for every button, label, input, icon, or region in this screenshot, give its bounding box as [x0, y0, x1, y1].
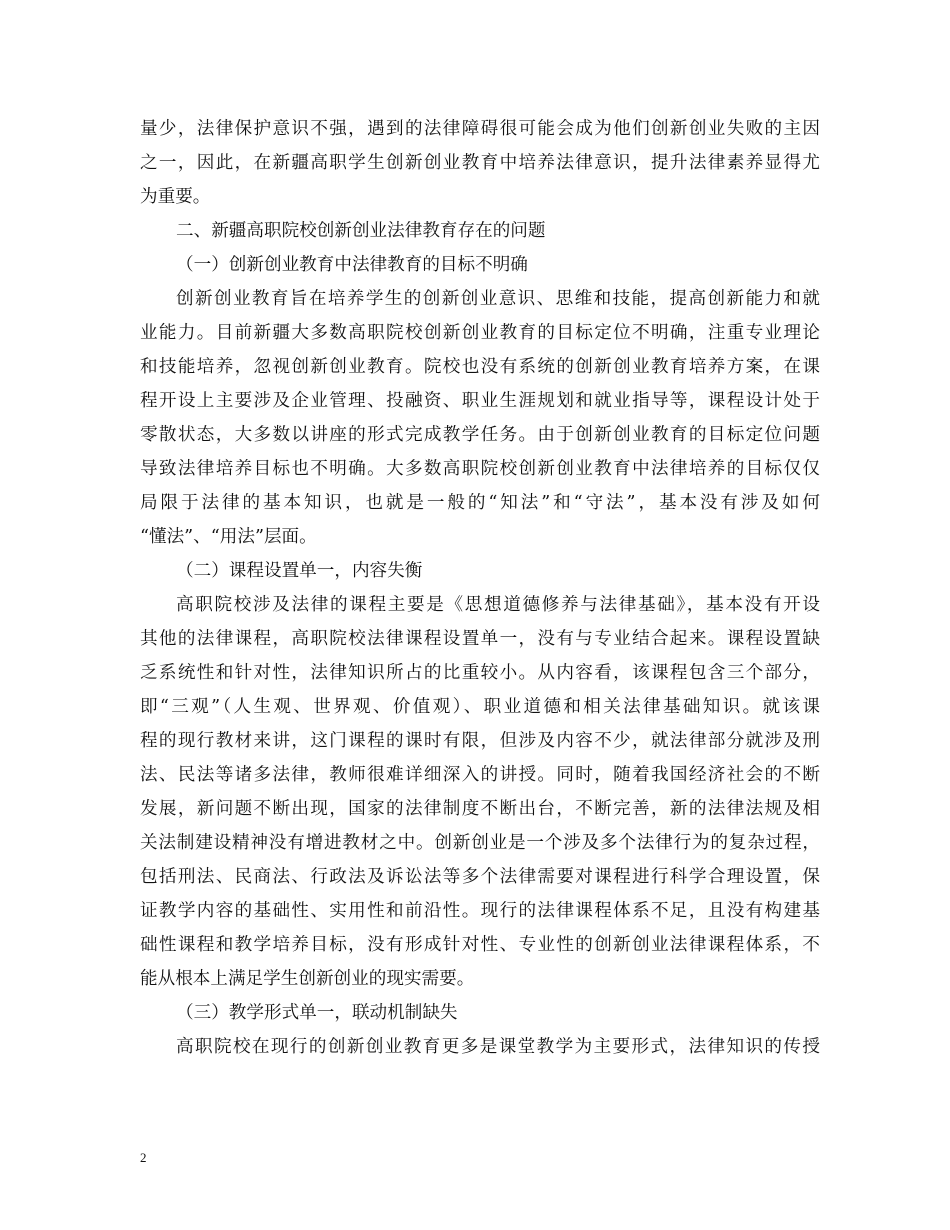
paragraph-line: 导致法律培养目标也不明确。大多数高职院校创新创业教育中法律培养的目标仅仅 [140, 459, 820, 479]
paragraph-line: 证教学内容的基础性、实用性和前沿性。现行的法律课程体系不足，且没有构建基 [140, 901, 820, 921]
paragraph-line: “懂法”、“用法”层面。 [140, 527, 317, 547]
paragraph-line: 创新创业教育旨在培养学生的创新创业意识、思维和技能，提高创新能力和就 [176, 289, 820, 309]
subsection-heading: （二）课程设置单一，内容失衡 [176, 561, 423, 581]
paragraph-line: 和技能培养，忽视创新创业教育。院校也没有系统的创新创业教育培养方案，在课 [140, 357, 820, 377]
paragraph-line: 关法制建设精神没有增进教材之中。创新创业是一个涉及多个法律行为的复杂过程， [140, 833, 820, 853]
paragraph-line: 业能力。目前新疆大多数高职院校创新创业教育的目标定位不明确，注重专业理论 [140, 323, 820, 343]
paragraph-line: 即“三观”（人生观、世界观、价值观）、职业道德和相关法律基础知识。就该课 [140, 697, 820, 717]
paragraph-line: 高职院校涉及法律的课程主要是《思想道德修养与法律基础》，基本没有开设 [176, 595, 820, 615]
paragraph-line: 乏系统性和针对性，法律知识所占的比重较小。从内容看，该课程包含三个部分， [140, 663, 820, 683]
paragraph-line: 零散状态，大多数以讲座的形式完成教学任务。由于创新创业教育的目标定位问题 [140, 425, 820, 445]
paragraph-line: 础性课程和教学培养目标，没有形成针对性、专业性的创新创业法律课程体系，不 [140, 935, 820, 955]
subsection-heading: （三）教学形式单一，联动机制缺失 [176, 1003, 458, 1023]
section-heading: 二、新疆高职院校创新创业法律教育存在的问题 [176, 221, 546, 241]
paragraph-line: 之一，因此，在新疆高职学生创新创业教育中培养法律意识，提升法律素养显得尤 [140, 153, 820, 173]
paragraph-line: 量少，法律保护意识不强，遇到的法律障碍很可能会成为他们创新创业失败的主因 [140, 119, 820, 139]
paragraph-line: 局限于法律的基本知识，也就是一般的“知法”和“守法”，基本没有涉及如何 [140, 493, 820, 513]
paragraph-line: 法、民法等诸多法律，教师很难详细深入的讲授。同时，随着我国经济社会的不断 [140, 765, 820, 785]
paragraph-line: 包括刑法、民商法、行政法及诉讼法等多个法律需要对课程进行科学合理设置，保 [140, 867, 820, 887]
paragraph-line: 程开设上主要涉及企业管理、投融资、职业生涯规划和就业指导等，课程设计处于 [140, 391, 820, 411]
paragraph-line: 高职院校在现行的创新创业教育更多是课堂教学为主要形式，法律知识的传授 [176, 1037, 820, 1057]
document-page [140, 112, 820, 1064]
paragraph-line: 能从根本上满足学生创新创业的现实需要。 [140, 969, 475, 989]
paragraph-line: 发展，新问题不断出现，国家的法律制度不断出台，不断完善，新的法律法规及相 [140, 799, 820, 819]
paragraph-line: 其他的法律课程，高职院校法律课程设置单一，没有与专业结合起来。课程设置缺 [140, 629, 820, 649]
subsection-heading: （一）创新创业教育中法律教育的目标不明确 [176, 255, 528, 275]
paragraph-line: 为重要。 [140, 187, 211, 207]
page-number: 2 [140, 1150, 147, 1165]
paragraph-line: 程的现行教材来讲，这门课程的课时有限，但涉及内容不少，就法律部分就涉及刑 [140, 731, 820, 751]
